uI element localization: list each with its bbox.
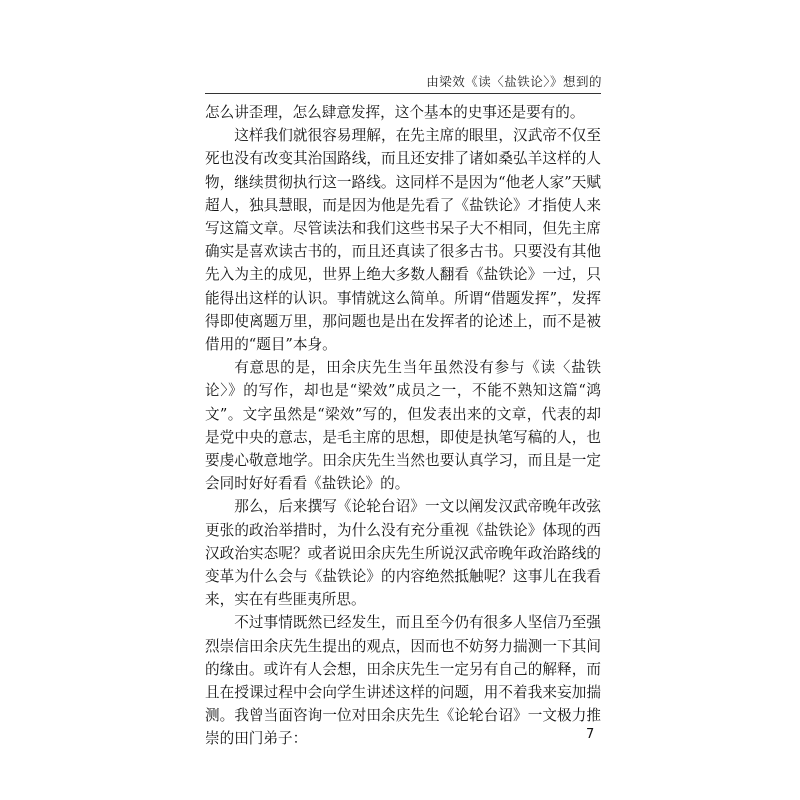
body-text xyxy=(205,101,601,751)
running-header-title: 由梁效《读〈盐铁论〉》想到的 xyxy=(426,74,602,89)
paragraph: 不过事情既然已经发生，而且至今仍有很多人坚信乃至强烈崇信田余庆先生提出的观点，因而也不妨努力揣测一下其间的缘由。或许有人会想，田余庆先生一定另有自己的解释，而且在授课过程中会向学生讲述这样的问题，用不着我来妄加揣测。我曾当面咨询一位对田余庆先生《论轮台诏》一文极力推崇的田门弟子： xyxy=(205,614,601,748)
paragraph: 这样我们就很容易理解，在先主席的眼里，汉武帝不仅至死也没有改变其治国路线，而且还安排了诸如桑弘羊这样的人物，继续贯彻执行这一路线。这同样不是因为“他老人家”天赋超人，独具慧眼，而是因为他是先看了《盐铁论》才指使人来写这篇文章。尽管读法和我们这些书呆子大不相同，但先主席确实是喜欢读古书的，而且还真读了很多古书。只要没有其他先入为主的成见，世界上绝大多数人翻看《盐铁论》一过，只能得出这样的认识。事情就这么简单。所谓“借题发挥”，发挥得即使离题万里，那问题也是出在发挥者的论述上，而不是被借用的“题目”本身。 xyxy=(205,127,601,354)
page-number: 7 xyxy=(586,727,595,742)
paragraph: 有意思的是，田余庆先生当年虽然没有参与《读〈盐铁论〉》的写作，却也是“梁效”成员之一，不能不熟知这篇“鸿文”。文字虽然是“梁效”写的，但发表出来的文章，代表的却是党中央的意志，是毛主席的思想，即使是执笔写稿的人，也要虔心敬意地学。田余庆先生当然也要认真学习，而且是一定会同时好好看看《盐铁论》的。 xyxy=(205,359,601,493)
paragraph: 那么，后来撰写《论轮台诏》一文以阐发汉武帝晚年改弦更张的政治举措时，为什么没有充分重视《盐铁论》体现的西汉政治实态呢？或者说田余庆先生所说汉武帝晚年政治路线的变革为什么会与《盐铁论》的内容绝然抵触呢？这事儿在我看来，实在有些匪夷所思。 xyxy=(205,498,601,609)
paragraph-continued: 怎么讲歪理，怎么肆意发挥，这个基本的史事还是要有的。 xyxy=(205,104,585,121)
header-rule xyxy=(205,93,601,94)
